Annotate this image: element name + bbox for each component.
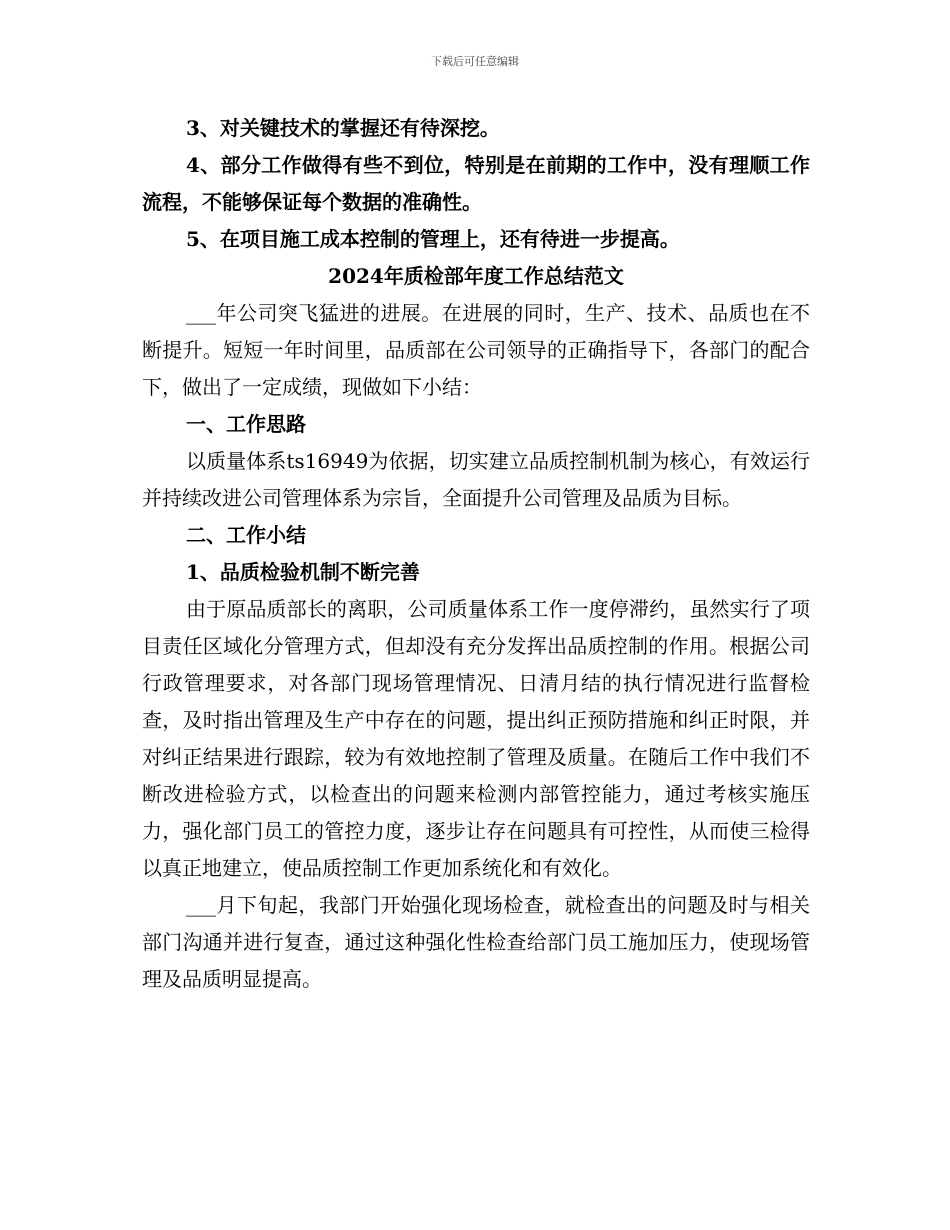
intro-blank: ___: [186, 301, 216, 325]
document-body: [142, 110, 810, 998]
document-title: 2024年质检部年度工作总结范文: [328, 264, 624, 288]
section1-paragraph: 以质量体系ts16949为依据，切实建立品质控制机制为核心，有效运行并持续改进公司管理体系为宗旨，全面提升公司管理及品质为目标。: [142, 449, 810, 510]
section1-heading: 一、工作思路: [186, 412, 306, 436]
item-5: 5、在项目施工成本控制的管理上，还有待进一步提高。: [186, 227, 680, 251]
subsection1-paragraph: 由于原品质部长的离职，公司质量体系工作一度停滞约，虽然实行了项目责任区域化分管理方式，但却没有充分发挥出品质控制的作用。根据公司行政管理要求，对各部门现场管理情况、日清月结的执行情况进行监督检查，及时指出管理及生产中存在的问题，提出纠正预防措施和纠正时限，并对纠正结果进行跟踪，较为有效地控制了管理及质量。在随后工作中我们不断改进检验方式，以检查出的问题来检测内部管控能力，通过考核实施压力，强化部门员工的管控力度，逐步让存在问题具有可控性，从而使三检得以真正地建立，使品质控制工作更加系统化和有效化。: [142, 597, 810, 880]
section2-heading: 二、工作小结: [186, 523, 306, 547]
subsection1-heading: 1、品质检验机制不断完善: [186, 560, 420, 584]
page-header-note: 下载后可任意编辑: [431, 55, 519, 68]
intro-paragraph: [142, 295, 810, 406]
item-3: 3、对关键技术的掌握还有待深挖。: [186, 116, 500, 140]
item-4: 4、部分工作做得有些不到位，特别是在前期的工作中，没有理顺工作流程，不能够保证每个数据的准确性。: [142, 153, 810, 214]
last-paragraph: [142, 887, 810, 998]
intro-text: 年公司突飞猛进的进展。在进展的同时，生产、技术、品质也在不断提升。短短一年时间里，品质部在公司领导的正确指导下，各部门的配合下，做出了一定成绩，现做如下小结：: [142, 301, 810, 399]
last-blank: ___: [186, 893, 216, 917]
last-text: 月下旬起，我部门开始强化现场检查，就检查出的问题及时与相关部门沟通并进行复查，通过这种强化性检查给部门员工施加压力，使现场管理及品质明显提高。: [142, 893, 810, 991]
